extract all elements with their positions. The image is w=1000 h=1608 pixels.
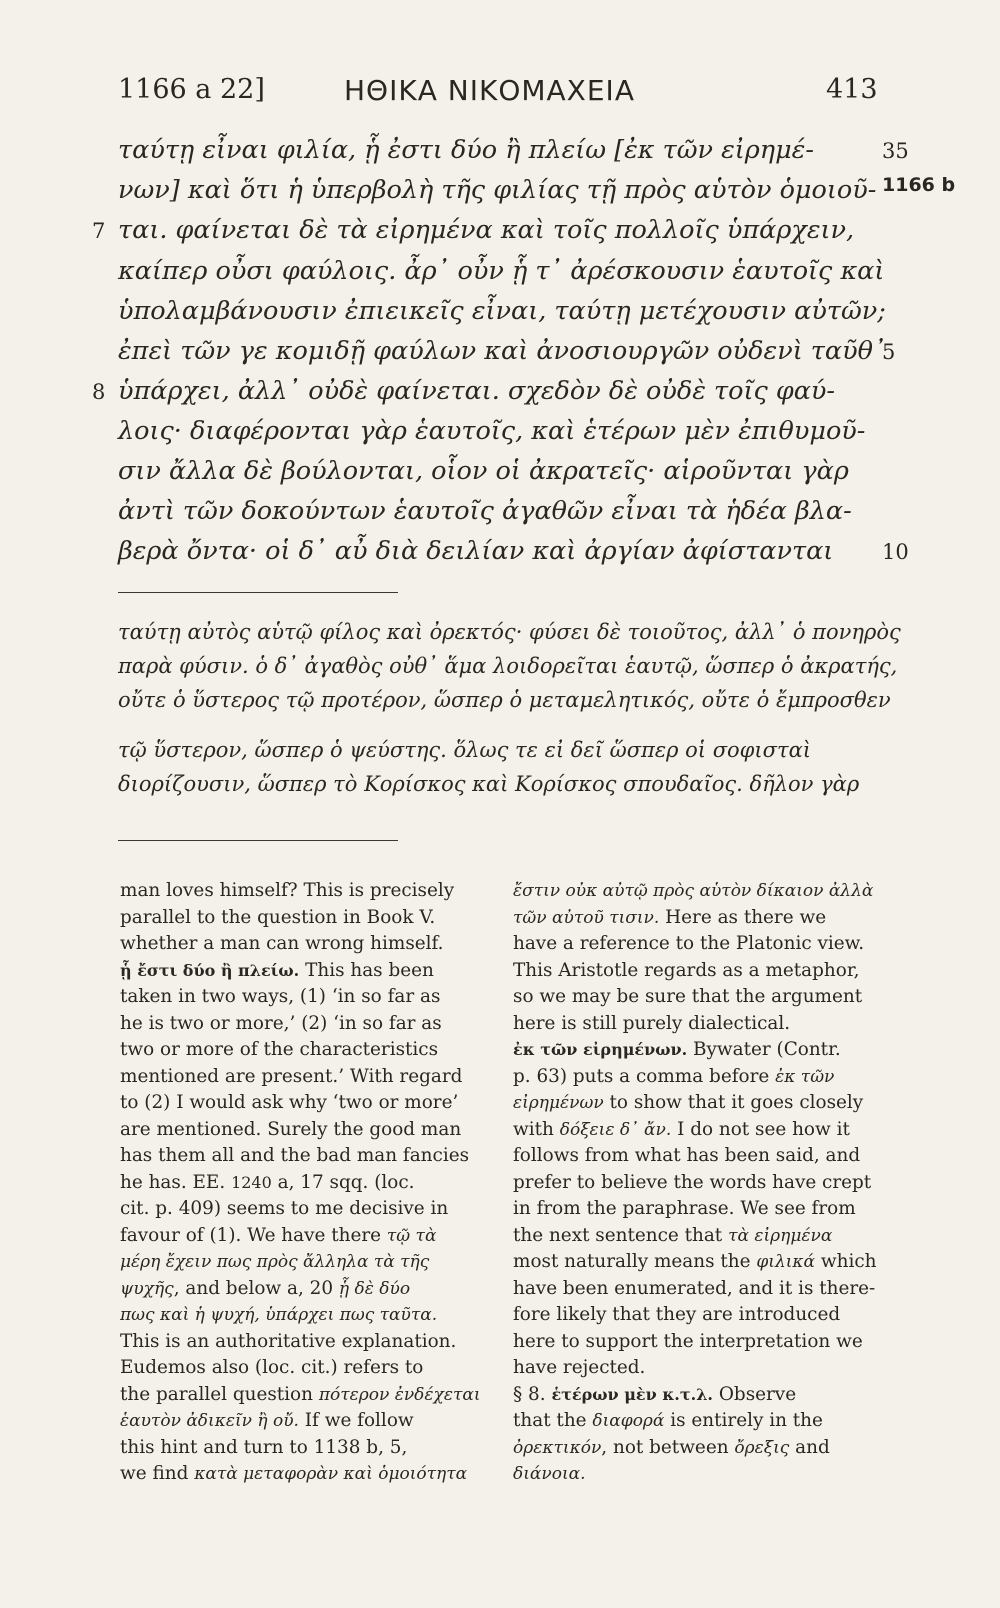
commentary-text: , and below a, 20 [173,1277,339,1299]
greek-quote: ὄρεξις [734,1437,790,1458]
commentary-line [513,1302,876,1329]
commentary-line [120,1196,481,1223]
greek-quote: μέρη ἔχειν πως πρὸς ἄλληλα τὰ τῆς [120,1252,430,1272]
commentary-line [513,1408,876,1435]
greek-line: ὑπολαμβάνουσιν ἐπιεικεῖς εἶναι, ταύτῃ μετέχουσιν αὐτῶν; [118,296,886,326]
greek-quote: τὰ εἰρημένα [728,1225,833,1246]
commentary-line [513,984,876,1011]
commentary-line [120,1143,481,1170]
commentary-line [513,1461,876,1488]
running-head-reference: 1166 a 22] [118,74,265,105]
commentary-line [513,878,876,905]
section-number: 7 [92,219,106,243]
page-number: 413 [826,74,878,105]
commentary-line [120,958,481,985]
commentary-text: favour of (1). We have there [120,1224,387,1246]
commentary-line [513,1143,876,1170]
commentary-text: man loves himself? This is precisely [120,880,455,901]
commentary-line [120,1249,481,1276]
commentary-line [120,1037,481,1064]
commentary-line [513,1249,876,1276]
commentary-text: parallel to the question in Book V. [120,906,436,928]
commentary-text: whether a man can wrong himself. [120,933,444,954]
commentary-line [120,1090,481,1117]
commentary-text: and [789,1436,830,1458]
commentary-line [513,1011,876,1038]
commentary-text: follows from what has been said, and [513,1145,861,1166]
commentary-text: are mentioned. Surely the good man [120,1118,462,1140]
commentary-text: prefer to believe the words have crept [513,1171,872,1193]
commentary-line [120,1435,481,1462]
commentary-line [120,1329,481,1356]
commentary-text: two or more of the characteristics [120,1039,439,1060]
greek-quote: εἰρημένων [513,1093,604,1113]
greek-quote: πως καὶ ἡ ψυχή, ὑπάρχει πως ταῦτα. [120,1305,438,1325]
commentary-text: he has. EE. [120,1171,232,1193]
apparatus-line: τῷ ὕστερον, ὥσπερ ὁ ψεύστης. ὅλως τε εἰ δεῖ ὥσπερ οἱ σοφισταὶ [118,738,811,762]
commentary-line [120,1408,481,1435]
commentary-text: This has been [299,959,434,981]
section-number: 8 [92,380,106,404]
commentary-text: the next sentence that [513,1224,729,1246]
greek-quote: διαφορά [592,1411,665,1431]
commentary-text: have a reference to the Platonic view. [513,933,865,954]
greek-quote: ὀρεκτικόν [513,1437,602,1458]
greek-line: ὑπάρχει, ἀλλ᾽ οὐδὲ φαίνεται. σχεδὸν δὲ οὐδὲ τοῖς φαύ- [118,376,836,406]
commentary-text: so we may be sure that the argument [513,986,863,1007]
commentary-line [513,1196,876,1223]
commentary-text: this hint and turn to 1138 b, 5, [120,1436,408,1458]
commentary-text: is entirely in the [664,1410,823,1431]
commentary-text: have been enumerated, and it is there- [513,1277,876,1299]
line-number: 5 [882,340,896,364]
greek-quote: ἑαυτὸν ἀδικεῖν ἢ οὔ. [120,1411,299,1431]
commentary-text: cit. p. 409) seems to me decisive in [120,1198,449,1219]
commentary-text: This Aristotle regards as a metaphor, [513,959,860,981]
commentary-text: fore likely that they are introduced [513,1304,841,1325]
greek-quote: ψυχῆς [120,1278,174,1299]
commentary-line [120,1302,481,1329]
apparatus-line: ταύτῃ αὐτὸς αὑτῷ φίλος καὶ ὀρεκτός· φύσει δὲ τοιοῦτος, ἀλλ᾽ ὁ πονηρὸς [118,620,901,644]
commentary-line [120,1461,481,1488]
commentary-text: Eudemos also (loc. cit.) refers to [120,1357,424,1378]
commentary-text: most naturally means the [513,1251,757,1272]
greek-line: ἐπεὶ τῶν γε κομιδῇ φαύλων καὶ ἀνοσιουργῶν οὐδενὶ ταῦθ᾽ [118,336,886,366]
commentary-line [120,1223,481,1250]
apparatus-top-rule [118,592,398,593]
running-head-title: ΗΘΙΚΑ ΝΙΚΟΜΑΧΕΙΑ [344,74,635,107]
greek-line: ται. φαίνεται δὲ τὰ εἰρημένα καὶ τοῖς πολλοῖς ὑπάρχειν, [118,215,855,245]
commentary-text: Observe [713,1383,797,1405]
greek-quote: ἐκ τῶν [775,1066,835,1087]
commentary-line [513,1276,876,1303]
commentary-text: 1240 [231,1172,272,1192]
commentary-line [120,1355,481,1382]
commentary-text: to (2) I would ask why ‘two or more’ [120,1092,459,1113]
greek-quote: φιλικά [756,1252,816,1272]
commentary-line [513,1037,876,1064]
commentary-line [513,1382,876,1409]
commentary-line [120,905,481,932]
commentary-line [513,931,876,958]
commentary-text: p. 63) puts a comma before [513,1065,776,1087]
commentary-line [513,1355,876,1382]
greek-line: βερὰ ὄντα· οἱ δ᾽ αὖ διὰ δειλίαν καὶ ἀργίαν ἀφίστανται [118,536,834,566]
greek-quote: τῷ τὰ [386,1225,437,1246]
commentary-text: § 8. [513,1383,552,1405]
apparatus-line: οὔτε ὁ ὕστερος τῷ προτέρον, ὥσπερ ὁ μεταμελητικός, οὔτε ὁ ἔμπροσθεν [118,688,891,712]
commentary-line [120,1064,481,1091]
commentary-text: we find [120,1463,195,1484]
apparatus-bottom-rule [118,840,398,841]
commentary-line [513,1090,876,1117]
commentary-text: which [815,1251,877,1272]
line-number: 10 [882,540,909,564]
commentary-text: in from the paraphrase. We see from [513,1198,856,1219]
commentary-text: a, 17 sqq. (loc. [271,1171,415,1193]
commentary-text: Bywater (Contr. [687,1039,841,1060]
commentary-line [120,984,481,1011]
commentary-text: with [513,1118,560,1140]
greek-quote: τῶν αὐτοῦ τισιν. [513,907,660,928]
commentary-text: here is still purely dialectical. [513,1012,791,1034]
greek-quote: διάνοια. [513,1464,586,1484]
commentary-line [513,1435,876,1462]
greek-quote: δόξειε δ᾽ ἄν. [559,1119,672,1140]
greek-line: σιν ἄλλα δὲ βούλονται, οἷον οἱ ἀκρατεῖς· αἱροῦνται γὰρ [118,456,849,486]
commentary-text: , not between [601,1436,735,1458]
lemma: ἐκ τῶν εἰρημένων. [513,1040,688,1059]
apparatus-line: παρὰ φύσιν. ὁ δ᾽ ἀγαθὸς οὐθ᾽ ἅμα λοιδορεῖται ἑαυτῷ, ὥσπερ ὁ ἀκρατής, [118,654,898,678]
commentary-text: If we follow [298,1410,414,1431]
commentary-line [513,1064,876,1091]
commentary-text: taken in two ways, (1) ‘in so far as [120,986,441,1007]
greek-quote: κατὰ μεταφορὰν καὶ ὁμοιότητα [194,1464,468,1484]
commentary-text: Here as there we [659,906,827,928]
commentary-line [120,1117,481,1144]
commentary-text: have rejected. [513,1357,646,1378]
greek-line: καίπερ οὖσι φαύλοις. ἆρ᾽ οὖν ᾗ τ᾽ ἀρέσκουσιν ἑαυτοῖς καὶ [118,256,885,286]
greek-line: ταύτῃ εἶναι φιλία, ᾗ ἐστι δύο ἢ πλείω [ἐκ τῶν εἰρημέ- [118,135,814,165]
commentary-text: he is two or more,’ (2) ‘in so far as [120,1012,442,1034]
commentary-line [513,1329,876,1356]
commentary-right-column [513,878,876,1488]
greek-quote: πότερον ἐνδέχεται [318,1384,481,1405]
lemma: ᾗ ἔστι δύο ἢ πλείω. [120,960,300,980]
commentary-line [120,931,481,958]
apparatus-line: διορίζουσιν, ὥσπερ τὸ Κορίσκος καὶ Κορίσκος σπουδαῖος. δῆλον γὰρ [118,772,860,796]
commentary-line [120,878,481,905]
commentary-left-column [120,878,481,1488]
commentary-line [513,1223,876,1250]
greek-line: νων] καὶ ὅτι ἡ ὑπερβολὴ τῆς φιλίας τῇ πρὸς αὑτὸν ὁμοιοῦ- [118,175,877,205]
commentary-text: the parallel question [120,1383,319,1405]
commentary-line [513,905,876,932]
greek-line: ἀντὶ τῶν δοκούντων ἑαυτοῖς ἀγαθῶν εἶναι τὰ ἡδέα βλα- [118,496,852,526]
commentary-line [120,1276,481,1303]
commentary-line [120,1170,481,1197]
greek-quote: ᾗ δὲ δύο [338,1278,411,1299]
commentary-line [513,958,876,985]
greek-line: λοις· διαφέρονται γὰρ ἑαυτοῖς, καὶ ἑτέρων μὲν ἐπιθυμοῦ- [118,416,866,446]
lemma: ἑτέρων μὲν κ.τ.λ. [551,1384,713,1404]
line-number: 35 [882,139,909,163]
bekker-page-number: 1166 b [882,174,956,196]
commentary-text: has them all and the bad man fancies [120,1145,470,1166]
commentary-text: that the [513,1410,593,1431]
commentary-text: mentioned are present.’ With regard [120,1065,463,1087]
commentary-line [513,1170,876,1197]
commentary-text: This is an authoritative explanation. [120,1330,457,1352]
commentary-line [513,1117,876,1144]
commentary-text: here to support the interpretation we [513,1330,863,1352]
commentary-line [120,1382,481,1409]
commentary-text: I do not see how it [671,1118,850,1140]
commentary-text: to show that it goes closely [603,1092,864,1113]
commentary-line [120,1011,481,1038]
greek-quote: ἔστιν οὐκ αὐτῷ πρὸς αὑτὸν δίκαιον ἀλλὰ [513,881,874,901]
